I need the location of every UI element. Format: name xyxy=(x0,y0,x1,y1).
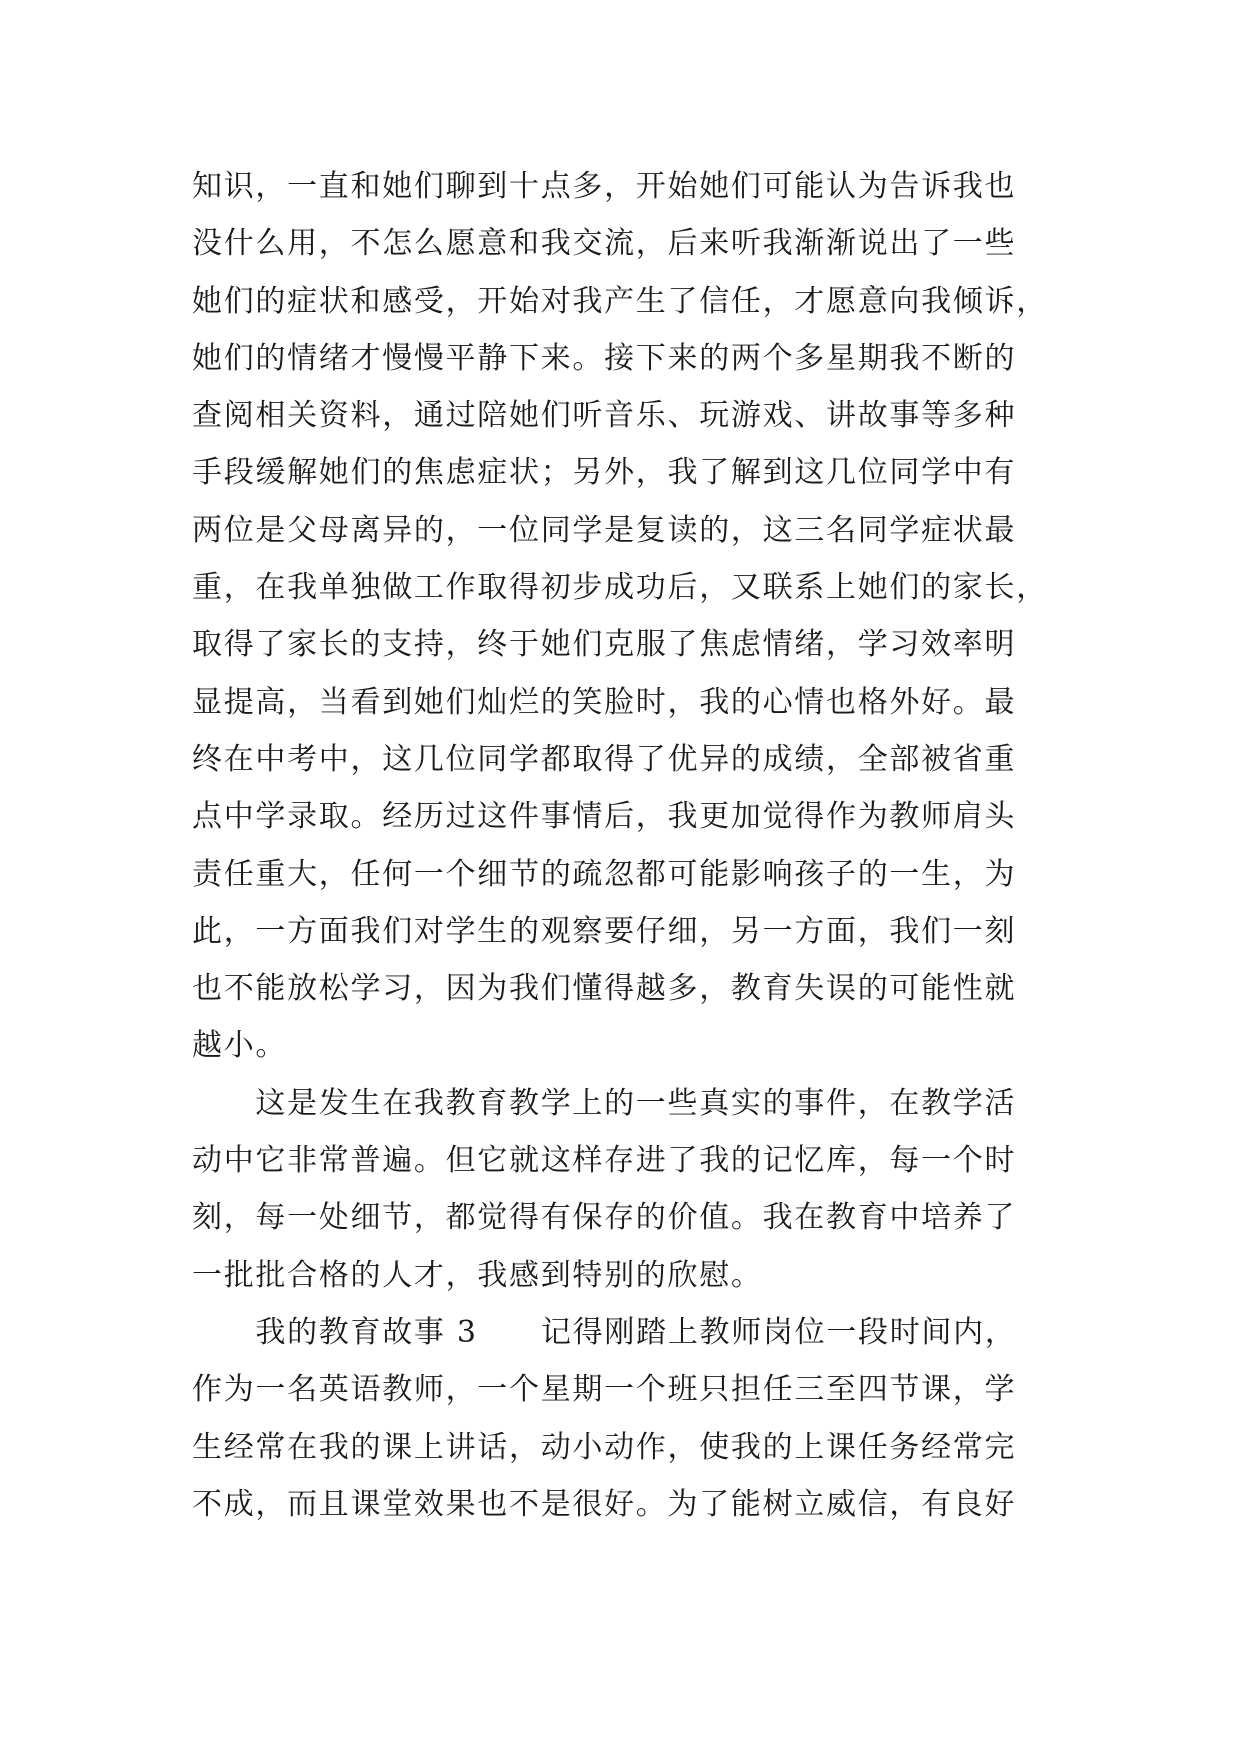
text-line: 刻，每一处细节，都觉得有保存的价值。我在教育中培养了 xyxy=(192,1200,1017,1236)
text-line: 不成，而且课堂效果也不是很好。为了能树立威信，有良好 xyxy=(192,1486,1017,1522)
text-line: 我的教育故事 3 记得刚踏上教师岗位一段时间内， xyxy=(192,1314,1017,1350)
text-line: 查阅相关资料，通过陪她们听音乐、玩游戏、讲故事等多种 xyxy=(192,398,1017,434)
text-line: 取得了家长的支持，终于她们克服了焦虑情绪，学习效率明 xyxy=(192,627,1017,663)
text-line: 生经常在我的课上讲话，动小动作，使我的上课任务经常完 xyxy=(192,1429,1017,1465)
text-line: 知识，一直和她们聊到十点多，开始她们可能认为告诉我也 xyxy=(192,169,1017,204)
text-line: 两位是父母离异的，一位同学是复读的，这三名同学症状最 xyxy=(192,512,1017,548)
text-line: 这是发生在我教育教学上的一些真实的事件，在教学活 xyxy=(192,1085,1017,1121)
text-line: 责任重大，任何一个细节的疏忽都可能影响孩子的一生，为 xyxy=(192,856,1017,892)
text-line: 手段缓解她们的焦虑症状；另外，我了解到这几位同学中有 xyxy=(192,455,1017,491)
text-line: 她们的情绪才慢慢平静下来。接下来的两个多星期我不断的 xyxy=(192,340,1017,376)
text-line: 终在中考中，这几位同学都取得了优异的成绩，全部被省重 xyxy=(192,741,1017,777)
text-line: 没什么用，不怎么愿意和我交流，后来听我渐渐说出了一些 xyxy=(192,226,1017,262)
text-line: 作为一名英语教师，一个星期一个班只担任三至四节课，学 xyxy=(192,1372,1017,1408)
text-line: 点中学录取。经历过这件事情后，我更加觉得作为教师肩头 xyxy=(192,799,1017,835)
text-line: 重，在我单独做工作取得初步成功后，又联系上她们的家长， xyxy=(192,570,1048,606)
text-line: 她们的症状和感受，开始对我产生了信任，才愿意向我倾诉， xyxy=(192,283,1048,319)
text-line: 显提高，当看到她们灿烂的笑脸时，我的心情也格外好。最 xyxy=(192,684,1017,720)
body-text xyxy=(192,158,1072,1533)
text-line: 也不能放松学习，因为我们懂得越多，教育失误的可能性就 xyxy=(192,971,1017,1007)
text-line: 越小。 xyxy=(192,1028,288,1064)
text-line: 一批批合格的人才，我感到特别的欣慰。 xyxy=(192,1257,763,1293)
text-line: 动中它非常普遍。但它就这样存进了我的记忆库，每一个时 xyxy=(192,1143,1017,1179)
text-line: 此，一方面我们对学生的观察要仔细，另一方面，我们一刻 xyxy=(192,913,1017,949)
